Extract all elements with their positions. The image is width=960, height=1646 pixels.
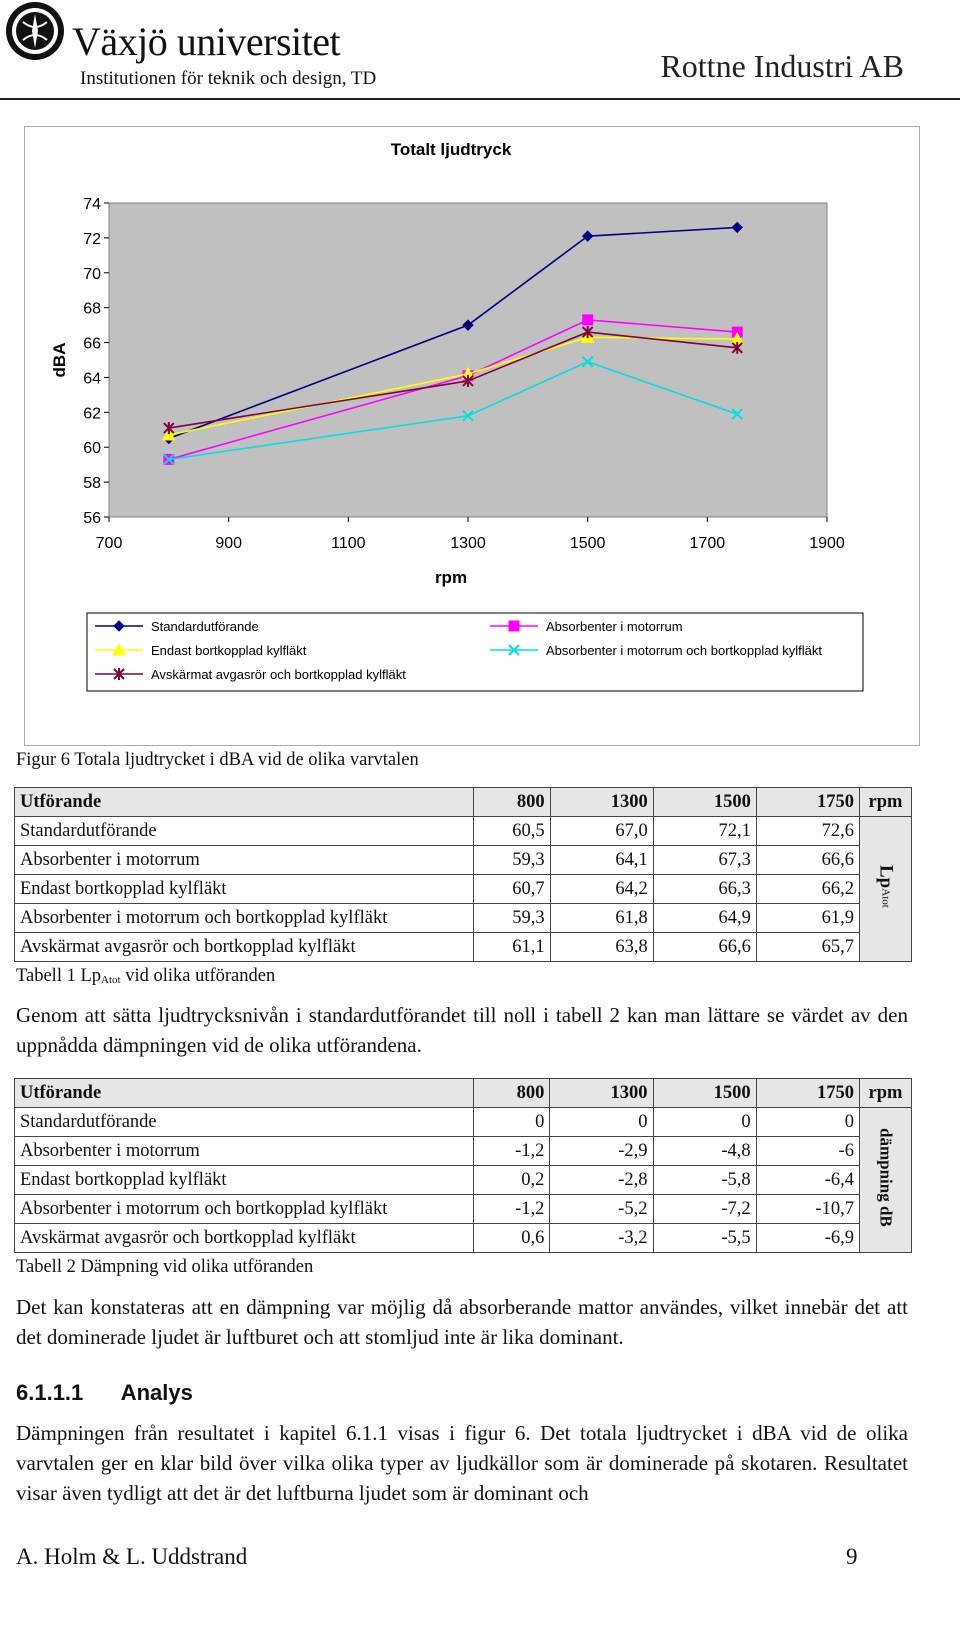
table-cell: 66,6 xyxy=(653,933,756,962)
table-row xyxy=(15,875,912,904)
column-header-rpm: 800 xyxy=(474,788,550,817)
column-header-rpm: 1500 xyxy=(653,1079,756,1108)
table-cell: 0 xyxy=(756,1108,859,1137)
university-name: Växjö universitet xyxy=(72,19,341,64)
figure-caption: Figur 6 Totala ljudtrycket i dBA vid de olika varvtalen xyxy=(16,750,419,770)
university-logo xyxy=(4,0,66,62)
table-cell: -2,9 xyxy=(550,1137,653,1166)
row-label: Absorbenter i motorrum xyxy=(15,1137,474,1166)
table-cell: 59,3 xyxy=(474,904,550,933)
data-point xyxy=(583,315,593,325)
table-1 xyxy=(14,787,912,962)
chart-container xyxy=(24,126,920,746)
table-cell: -5,5 xyxy=(653,1224,756,1253)
table-row xyxy=(15,1137,912,1166)
y-tick-label: 64 xyxy=(83,370,101,388)
table-header-row xyxy=(15,1079,912,1108)
x-tick-label: 700 xyxy=(95,535,123,552)
plot-area xyxy=(109,203,827,517)
table-cell: 60,5 xyxy=(474,817,550,846)
x-tick-label: 1300 xyxy=(450,535,486,552)
x-tick-label: 1500 xyxy=(569,535,606,552)
page-number: 9 xyxy=(846,1544,858,1569)
row-label: Standardutförande xyxy=(15,817,474,846)
institution-name: Institutionen för teknik och design, TD xyxy=(80,68,377,89)
legend-label: Endast bortkopplad kylfläkt xyxy=(151,643,307,658)
table-cell: 64,2 xyxy=(550,875,653,904)
legend-label: Absorbenter i motorrum och bortkopplad kylfläkt xyxy=(546,643,823,658)
table-cell: 60,7 xyxy=(474,875,550,904)
y-tick-label: 70 xyxy=(83,265,101,283)
table-row xyxy=(15,933,912,962)
row-label: Absorbenter i motorrum och bortkopplad kylfläkt xyxy=(15,904,474,933)
chart-title: Totalt ljudtryck xyxy=(390,140,512,159)
legend-label: Avskärmat avgasrör och bortkopplad kylfläkt xyxy=(151,667,406,682)
y-tick-label: 62 xyxy=(83,405,101,423)
table-cell: 61,9 xyxy=(756,904,859,933)
header-divider xyxy=(0,98,960,100)
x-tick-label: 900 xyxy=(215,535,243,552)
table-cell: 0,2 xyxy=(474,1166,550,1195)
table-cell: 63,8 xyxy=(550,933,653,962)
y-tick-label: 58 xyxy=(83,475,101,493)
table-cell: -6 xyxy=(756,1137,859,1166)
column-header-variant: Utförande xyxy=(15,1079,474,1108)
paragraph-3: Dämpningen från resultatet i kapitel 6.1.1 visas i figur 6. Det totala ljudtrycket i dBA vid de olika varvtalen ger en klar bild över vilka olika typer av ljudkällor som är dominerade på skotaren. Resultatet visar även tydligt att det är det luftburna ljudet som är dominant och xyxy=(16,1421,908,1505)
table-cell: 72,1 xyxy=(653,817,756,846)
y-tick-label: 60 xyxy=(83,440,101,458)
y-tick-label: 56 xyxy=(83,510,101,527)
table-row xyxy=(15,1224,912,1253)
column-header-rpm: 1750 xyxy=(756,1079,859,1108)
table-cell: -10,7 xyxy=(756,1195,859,1224)
table-cell: 72,6 xyxy=(756,817,859,846)
table-cell: 0 xyxy=(474,1108,550,1137)
x-tick-label: 1100 xyxy=(331,535,366,552)
row-label: Endast bortkopplad kylfläkt xyxy=(15,875,474,904)
table-cell: -7,2 xyxy=(653,1195,756,1224)
column-header-variant: Utförande xyxy=(15,788,474,817)
table-cell: 67,3 xyxy=(653,846,756,875)
table-row xyxy=(15,904,912,933)
x-axis-label: rpm xyxy=(434,568,468,587)
section-title: Analys xyxy=(120,1380,193,1405)
section-number: 6.1.1.1 xyxy=(16,1380,84,1405)
table-row xyxy=(15,1108,912,1137)
table-header-row xyxy=(15,788,912,817)
unit-side-label: LpAtot xyxy=(859,817,911,962)
table-cell: -1,2 xyxy=(474,1137,550,1166)
y-tick-label: 66 xyxy=(83,335,101,353)
column-header-rpm: 1750 xyxy=(756,788,859,817)
column-header-rpm: 1300 xyxy=(550,788,653,817)
table-cell: 61,8 xyxy=(550,904,653,933)
row-label: Endast bortkopplad kylfläkt xyxy=(15,1166,474,1195)
table-cell: -6,9 xyxy=(756,1224,859,1253)
footer-authors: A. Holm & L. Uddstrand xyxy=(16,1544,248,1569)
row-label: Avskärmat avgasrör och bortkopplad kylfläkt xyxy=(15,1224,474,1253)
line-chart xyxy=(25,127,921,747)
row-label: Absorbenter i motorrum och bortkopplad kylfläkt xyxy=(15,1195,474,1224)
table-cell: -3,2 xyxy=(550,1224,653,1253)
table-cell: 66,3 xyxy=(653,875,756,904)
table-row xyxy=(15,1195,912,1224)
table-cell: 65,7 xyxy=(756,933,859,962)
table-cell: 67,0 xyxy=(550,817,653,846)
table-1-caption: Tabell 1 $Lp_{Atot}$ vid olika utföranden xyxy=(16,966,276,986)
table-cell: -6,4 xyxy=(756,1166,859,1195)
y-tick-label: 74 xyxy=(83,196,101,213)
table-2-caption: Tabell 2 Dämpning vid olika utföranden xyxy=(16,1257,314,1277)
table-cell: 64,9 xyxy=(653,904,756,933)
table-cell: 0 xyxy=(653,1108,756,1137)
table-cell: -5,8 xyxy=(653,1166,756,1195)
legend-label: Absorbenter i motorrum xyxy=(546,619,683,634)
table-cell: -2,8 xyxy=(550,1166,653,1195)
table-cell: -1,2 xyxy=(474,1195,550,1224)
table-cell: 66,2 xyxy=(756,875,859,904)
y-axis-label: dBA xyxy=(50,342,69,378)
table-cell: 59,3 xyxy=(474,846,550,875)
row-label: Avskärmat avgasrör och bortkopplad kylfläkt xyxy=(15,933,474,962)
table-2 xyxy=(14,1078,912,1253)
paragraph-2: Det kan konstateras att en dämpning var möjlig då absorberande mattor användes, vilket innebär det att det dominerade ljudet är luftburet och att stomljud inte är lika dominant. xyxy=(16,1295,908,1349)
table-cell: -4,8 xyxy=(653,1137,756,1166)
y-tick-label: 68 xyxy=(83,300,101,318)
legend-label: Standardutförande xyxy=(151,619,259,634)
table-row xyxy=(15,846,912,875)
paragraph-1: Genom att sätta ljudtrycksnivån i standardutförandet till noll i tabell 2 kan man lättare se värdet av den uppnådda dämpningen vid de olika utförandena. xyxy=(16,1003,908,1057)
x-tick-label: 1900 xyxy=(809,535,845,552)
x-tick-label: 1700 xyxy=(689,535,726,552)
table-cell: 64,1 xyxy=(550,846,653,875)
table-cell: 0,6 xyxy=(474,1224,550,1253)
section-heading xyxy=(16,1380,193,1406)
row-label: Absorbenter i motorrum xyxy=(15,846,474,875)
unit-side-label: dämpning dB xyxy=(859,1108,911,1253)
column-header-unit: rpm xyxy=(859,1079,911,1108)
table-cell: 66,6 xyxy=(756,846,859,875)
column-header-rpm: 800 xyxy=(474,1079,550,1108)
y-tick-label: 72 xyxy=(83,230,101,248)
table-cell: -5,2 xyxy=(550,1195,653,1224)
table-cell: 61,1 xyxy=(474,933,550,962)
legend-marker xyxy=(509,621,519,631)
column-header-rpm: 1500 xyxy=(653,788,756,817)
row-label: Standardutförande xyxy=(15,1108,474,1137)
column-header-rpm: 1300 xyxy=(550,1079,653,1108)
column-header-unit: rpm xyxy=(859,788,911,817)
table-row xyxy=(15,817,912,846)
company-name: Rottne Industri AB xyxy=(660,48,904,84)
table-cell: 0 xyxy=(550,1108,653,1137)
table-row xyxy=(15,1166,912,1195)
